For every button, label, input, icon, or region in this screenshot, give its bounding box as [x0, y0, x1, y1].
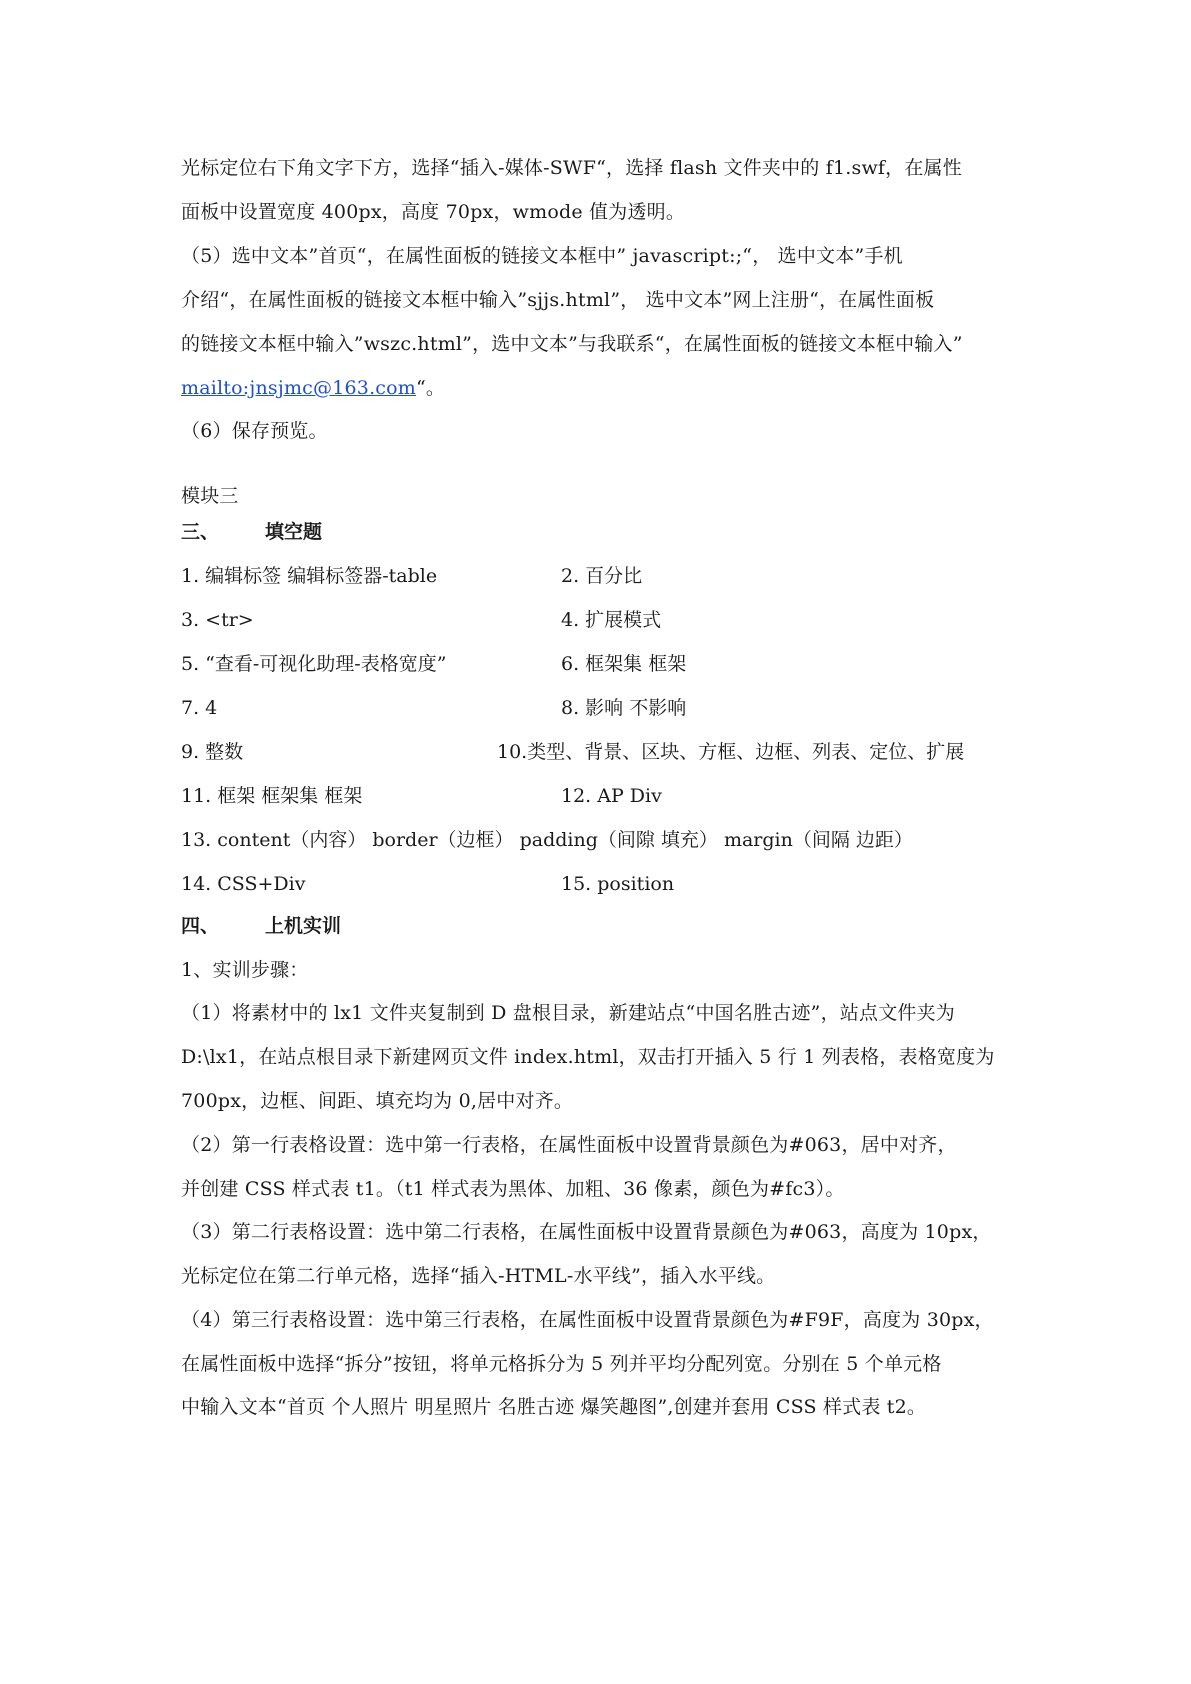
step-line: 700px，边框、间距、填充均为 0,居中对齐。	[181, 1090, 574, 1112]
section3-title: 填空题	[265, 521, 323, 543]
answer-item: 6. 框架集 框架	[561, 653, 687, 675]
module-title: 模块三	[181, 485, 239, 507]
step-line: 中输入文本“首页 个人照片 明星照片 名胜古迹 爆笑趣图”,创建并套用 CSS 样式表 t2。	[181, 1396, 927, 1418]
answer-item: 9. 整数	[181, 741, 244, 763]
answer-item: 4. 扩展模式	[561, 609, 662, 631]
step-line: 在属性面板中选择“拆分”按钮，将单元格拆分为 5 列并平均分配列宽。分别在 5 个单元格	[181, 1353, 942, 1375]
answer-item: 10.类型、背景、区块、方框、边框、列表、定位、扩展	[497, 741, 965, 763]
answer-item: 12. AP Div	[561, 785, 662, 807]
link-suffix: “。	[416, 377, 446, 399]
answer-item: 3. <tr>	[181, 609, 254, 631]
mailto-link[interactable]: mailto:jnsjmc@163.com	[181, 377, 417, 399]
step-line: （4）第三行表格设置：选中第三行表格，在属性面板中设置背景颜色为#F9F，高度为 30px，	[181, 1309, 994, 1331]
section4-title: 上机实训	[265, 915, 342, 937]
step-line: （3）第二行表格设置：选中第二行表格，在属性面板中设置背景颜色为#063，高度为 10px，	[181, 1221, 992, 1243]
section3-number: 三、	[181, 521, 220, 543]
answer-item: 13. content（内容） border（边框） padding（间隙 填充） margin（间隔 边距）	[181, 829, 913, 851]
answer-item: 14. CSS+Div	[181, 873, 306, 895]
answer-item: 5. “查看-可视化助理-表格宽度”	[181, 653, 447, 675]
step-line: 光标定位在第二行单元格，选择“插入-HTML-水平线”，插入水平线。	[181, 1265, 776, 1287]
section4-number: 四、	[181, 915, 220, 937]
step5-line: 的链接文本框中输入”wszc.html”，选中文本”与我联系“，在属性面板的链接文本框中输入”	[181, 333, 963, 355]
answer-item: 15. position	[561, 873, 675, 895]
paragraph-line: 面板中设置宽度 400px，高度 70px，wmode 值为透明。	[181, 201, 686, 223]
step5-line: 介绍“，在属性面板的链接文本框中输入”sjjs.html”， 选中文本”网上注册“，在属性面板	[181, 289, 935, 311]
step5-link-line	[181, 374, 1021, 402]
answer-item: 7. 4	[181, 697, 218, 719]
answer-item: 8. 影响 不影响	[561, 697, 687, 719]
step-line: D:\lx1，在站点根目录下新建网页文件 index.html，双击打开插入 5 行 1 列表格，表格宽度为	[181, 1046, 995, 1068]
step-line: 并创建 CSS 样式表 t1。（t1 样式表为黑体、加粗、36 像素，颜色为#fc3）。	[181, 1178, 845, 1200]
step6-line: （6）保存预览。	[181, 420, 328, 442]
paragraph-line: 光标定位右下角文字下方，选择“插入-媒体-SWF“，选择 flash 文件夹中的 f1.swf，在属性	[181, 157, 962, 179]
step-line: （1）将素材中的 lx1 文件夹复制到 D 盘根目录，新建站点“中国名胜古迹”，站点文件夹为	[181, 1002, 955, 1024]
answer-item: 1. 编辑标签 编辑标签器-table	[181, 565, 438, 587]
answer-item: 2. 百分比	[561, 565, 643, 587]
step-line: （2）第一行表格设置：选中第一行表格，在属性面板中设置背景颜色为#063，居中对齐，	[181, 1134, 957, 1156]
step5-line: （5）选中文本”首页“，在属性面板的链接文本框中” javascript:;“， 选中文本”手机	[181, 245, 903, 267]
answer-item: 11. 框架 框架集 框架	[181, 785, 363, 807]
steps-title: 1、实训步骤：	[181, 959, 309, 981]
